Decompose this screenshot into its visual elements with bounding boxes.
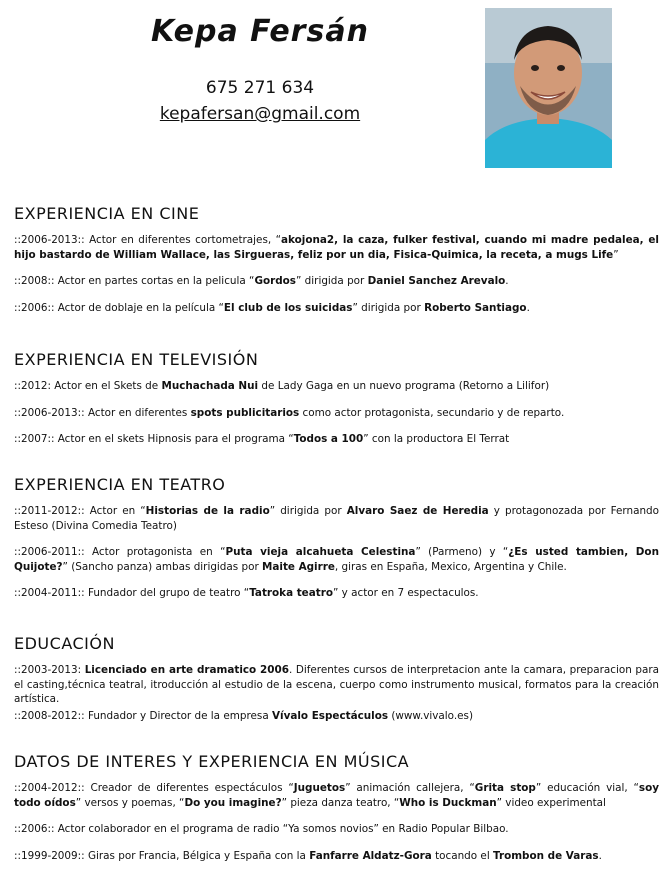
entry-text: ::2008:: Actor en partes cortas en la pelicula “	[14, 275, 255, 288]
entry-highlight: Gordos	[254, 275, 296, 288]
entry-text: ::2006-2013:: Actor en diferentes	[14, 406, 191, 419]
entry-highlight: spots publicitarios	[190, 406, 300, 419]
section-musica	[14, 752, 659, 875]
entry-text: ::2004-2011:: Fundador del grupo de teatro “	[14, 587, 250, 600]
email-link[interactable]: kepafersan@gmail.com	[159, 104, 361, 124]
entry-text: ::2012: Actor en el Skets de	[14, 380, 162, 392]
entry-text: , giras en España, Mexico, Argentina y Chile.	[334, 560, 567, 573]
cv-entry	[14, 301, 659, 316]
entry-text: . Diferentes cursos de interpretacion ante la camara, preparacion para el casting,técnica teatral, itroducción al estudio de la escena, cuerpo como instrumento musical, formatos para la creación artística.	[14, 664, 659, 706]
entry-text: ::2006:: Actor colaborador en el programa de radio “Ya somos novios” en Radio Popular Bilbao.	[14, 823, 509, 836]
entry-highlight: Do you imagine?	[184, 796, 282, 809]
cv-entry	[14, 849, 659, 864]
section-title: EDUCACIÓN	[14, 634, 115, 653]
cv-name: Kepa Fersán	[151, 14, 369, 49]
entry-text: ::2004-2012:: Creador de diferentes espectáculos “	[14, 782, 294, 794]
section-teatro	[14, 475, 659, 613]
cv-entry	[14, 379, 659, 394]
entry-text: .	[505, 275, 509, 288]
entry-text: (www.vivalo.es)	[388, 709, 474, 722]
entry-highlight: Maite Agirre	[262, 560, 335, 573]
section-cine	[14, 204, 659, 327]
entry-text: ::2011-2012:: Actor en “	[14, 505, 146, 517]
cv-entry	[14, 781, 659, 810]
entry-highlight: El club de los suicidas	[223, 301, 353, 314]
cv-entry	[14, 504, 659, 533]
entry-highlight: Muchachada Nui	[161, 380, 259, 392]
entry-text: .	[598, 849, 602, 862]
entry-text: ::2006-2011:: Actor protagonista en “	[14, 546, 226, 559]
entry-highlight: akojona2, la caza, fulker festival, cuando mi madre pedalea, el hijo bastardo de William Wallace, las Sirgueras, feliz por un dia, Fisica-Quimica, la receta, a mugs Life	[14, 234, 659, 261]
entry-text: tocando el	[431, 849, 494, 862]
section-title: DATOS DE INTERES Y EXPERIENCIA EN MÚSICA	[14, 752, 410, 771]
entry-text: ::2008-2012:: Fundador y Director de la empresa	[14, 709, 272, 722]
entry-highlight: Daniel Sanchez Arevalo	[367, 275, 506, 288]
entry-text: ” (Sancho panza) ambas dirigidas por	[62, 560, 263, 573]
entry-text: ” educación vial, “	[535, 782, 639, 794]
entry-text: ” versos y poemas, “	[75, 796, 185, 809]
entry-highlight: Tatroka teatro	[249, 587, 333, 600]
entry-text: ” animación callejera, “	[345, 782, 475, 794]
entry-highlight: Licenciado en arte dramatico 2006	[84, 664, 289, 676]
section-television	[14, 350, 659, 459]
section-educacion	[14, 634, 659, 725]
entry-highlight: soy todo oídos	[14, 782, 659, 809]
cv-entry	[14, 663, 659, 707]
entry-highlight: ¿Es usted tambien, Don Quijote?	[14, 546, 659, 573]
entry-text: ” dirigida por	[269, 505, 347, 517]
entry-text: ” dirigida por	[352, 301, 425, 314]
cv-entry	[14, 432, 659, 447]
entry-highlight: Vívalo Espectáculos	[271, 709, 389, 722]
phone-number: 675 271 634	[205, 78, 315, 98]
cv-entry	[14, 274, 659, 289]
cv-entry	[14, 822, 659, 837]
section-title: EXPERIENCIA EN TELEVISIÓN	[14, 350, 259, 369]
entry-text: ” video experimental	[496, 796, 606, 809]
cv-entry	[14, 709, 659, 724]
entry-text: ::1999-2009:: Giras por Francia, Bélgica y España con la	[14, 849, 310, 862]
entry-text: ” con la productora El Terrat	[363, 433, 510, 446]
entry-text: ” y actor en 7 espectaculos.	[332, 587, 479, 600]
cv-entry	[14, 406, 659, 421]
entry-text: ::2003-2013:	[14, 664, 85, 676]
entry-text: ::2006-2013:: Actor en diferentes cortometrajes, “	[14, 234, 281, 246]
entry-text: ::2006:: Actor de doblaje en la película “	[14, 301, 224, 314]
entry-highlight: Alvaro Saez de Heredia	[346, 505, 489, 517]
profile-photo	[485, 8, 612, 168]
entry-highlight: Who is Duckman	[399, 796, 497, 809]
entry-text: ” pieza danza teatro, “	[281, 796, 400, 809]
entry-highlight: Historias de la radio	[145, 505, 270, 517]
entry-highlight: Fanfarre Aldatz-Gora	[309, 849, 432, 862]
entry-highlight: Todos a 100	[293, 433, 364, 446]
entry-text: ::2007:: Actor en el skets Hipnosis para el programa “	[14, 433, 294, 446]
section-title: EXPERIENCIA EN CINE	[14, 204, 200, 223]
entry-text: como actor protagonista, secundario y de reparto.	[299, 406, 565, 419]
entry-highlight: Roberto Santiago	[424, 301, 527, 314]
entry-text: y protagonozada por Fernando Esteso (Divina Comedia Teatro)	[14, 505, 659, 532]
entry-text: ”	[613, 248, 619, 261]
section-title: EXPERIENCIA EN TEATRO	[14, 475, 226, 494]
entry-highlight: Trombon de Varas	[493, 849, 599, 862]
entry-text: de Lady Gaga en un nuevo programa (Retorno a Lilifor)	[258, 380, 550, 392]
entry-text: ” dirigida por	[296, 275, 368, 288]
entry-highlight: Grita stop	[474, 782, 536, 794]
entry-text: ” (Parmeno) y “	[415, 546, 509, 559]
cv-entry	[14, 545, 659, 574]
cv-entry	[14, 586, 659, 601]
entry-text: .	[526, 301, 530, 314]
entry-highlight: Puta vieja alcahueta Celestina	[225, 546, 416, 559]
cv-entry	[14, 233, 659, 262]
entry-highlight: Juguetos	[293, 782, 346, 794]
